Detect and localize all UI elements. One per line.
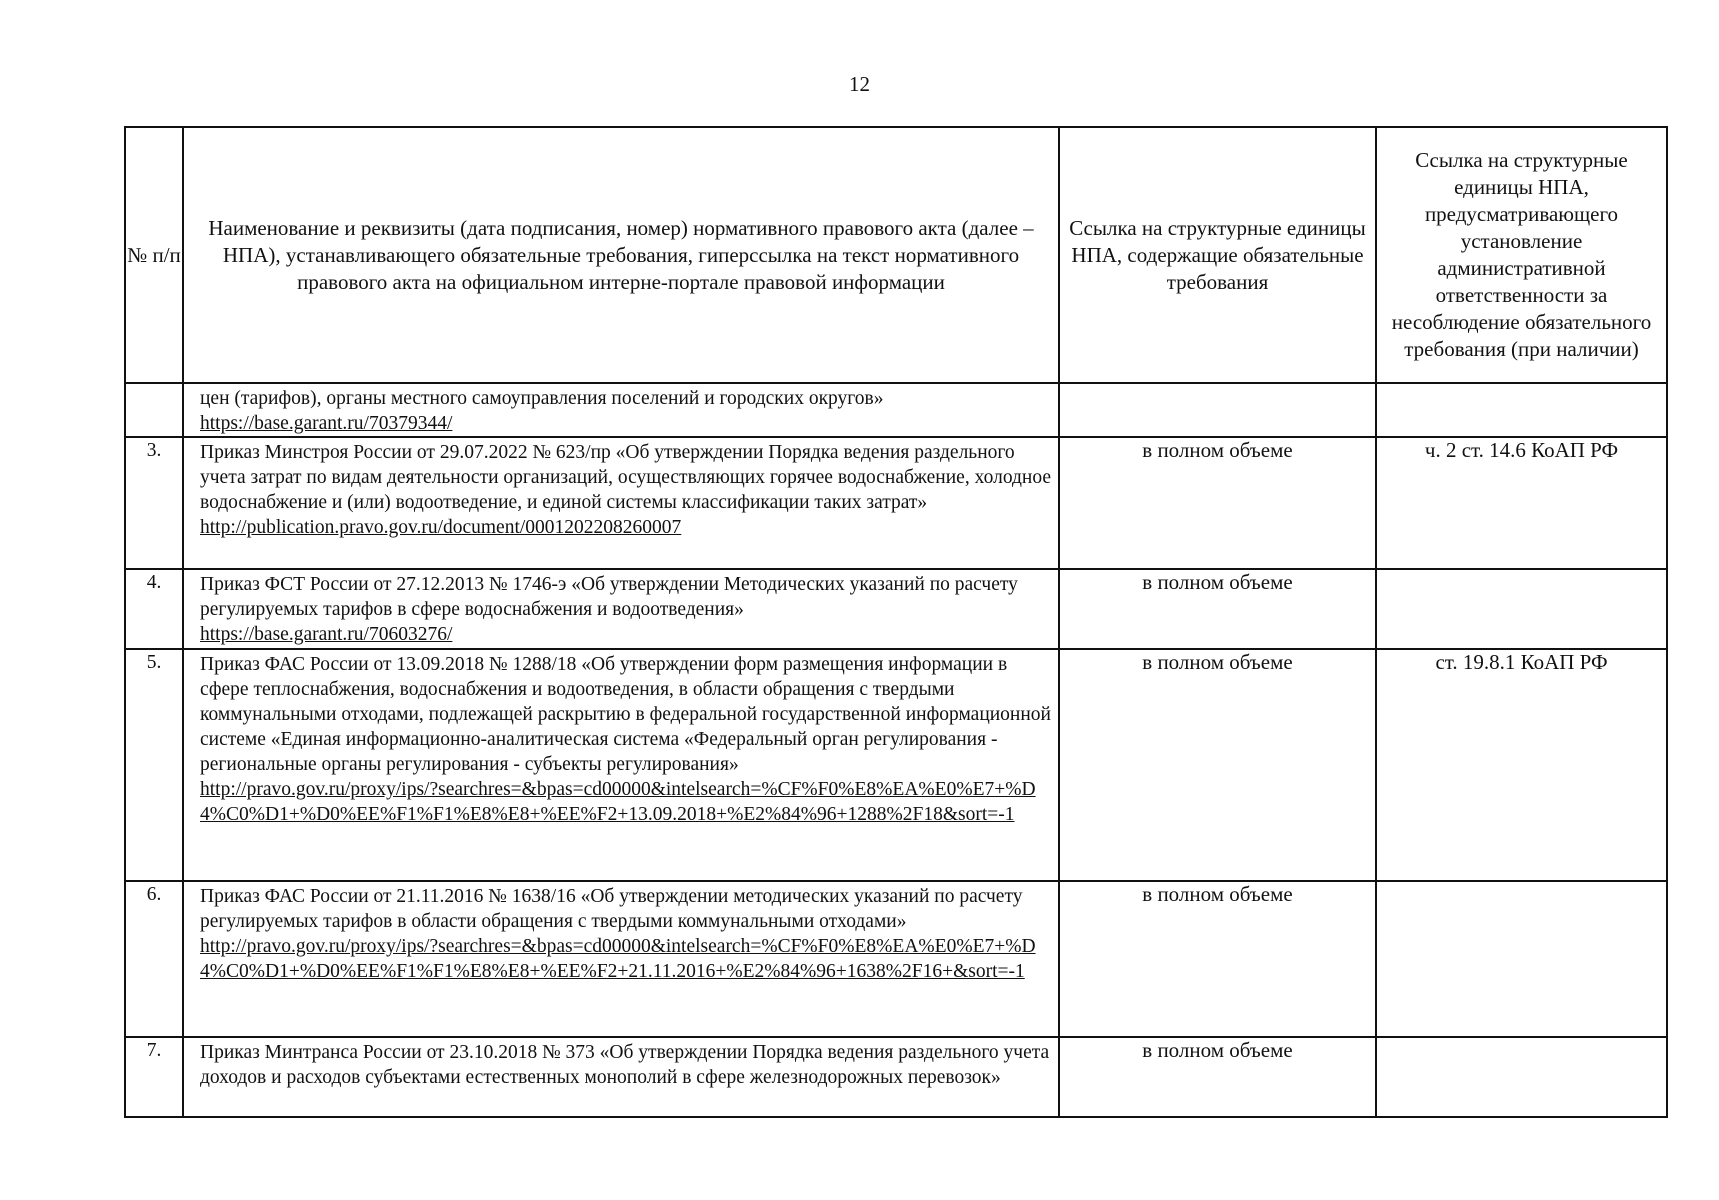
- npa-text: цен (тарифов), органы местного самоуправления поселений и городских округов»: [200, 388, 884, 409]
- table-row: [125, 383, 1667, 437]
- table-row: [125, 881, 1667, 1037]
- row-number: 5.: [125, 649, 183, 881]
- npa-link[interactable]: http://publication.pravo.gov.ru/document/0001202208260007: [200, 517, 682, 538]
- header-npa-name: Наименование и реквизиты (дата подписания, номер) нормативного правового акта (далее – НПА), устанавливающего обязательные требования, гиперссылка на текст нормативного правового акта на официальном интерне-портале правовой информации: [183, 127, 1059, 383]
- header-requirements-ref: Ссылка на структурные единицы НПА, содержащие обязательные требования: [1059, 127, 1376, 383]
- table-row: [125, 569, 1667, 649]
- row-responsibility: [1376, 881, 1667, 1037]
- row-requirements: в полном объеме: [1059, 569, 1376, 649]
- row-requirements: в полном объеме: [1059, 649, 1376, 881]
- row-requirements: в полном объеме: [1059, 881, 1376, 1037]
- row-responsibility: ч. 2 ст. 14.6 КоАП РФ: [1376, 437, 1667, 569]
- row-npa-name: [183, 383, 1059, 437]
- table-row: [125, 437, 1667, 569]
- npa-text: Приказ Минтранса России от 23.10.2018 № 373 «Об утверждении Порядка ведения раздельного учета доходов и расходов субъектами естественных монополий в сфере железнодорожных перевозок»: [200, 1042, 1050, 1088]
- row-npa-name: [183, 881, 1059, 1037]
- row-number: [125, 383, 183, 437]
- npa-text: Приказ ФАС России от 13.09.2018 № 1288/18 «Об утверждении форм размещения информации в сфере теплоснабжения, водоснабжения и водоотведения, в области обращения с твердыми коммунальными отходами, подлежащей раскрытию в федеральной государственной информационной системе «Единая информационно-аналитическая система «Федеральный орган регулирования - региональные органы регулирования - субъекты регулирования»: [200, 654, 1051, 775]
- table-header-row: [125, 127, 1667, 383]
- row-requirements: в полном объеме: [1059, 437, 1376, 569]
- row-npa-name: [183, 1037, 1059, 1117]
- row-responsibility: [1376, 569, 1667, 649]
- row-responsibility: [1376, 1037, 1667, 1117]
- npa-link[interactable]: https://base.garant.ru/70379344/: [200, 413, 453, 434]
- npa-text: Приказ Минстроя России от 29.07.2022 № 623/пр «Об утверждении Порядка ведения раздельного учета затрат по видам деятельности организаций, осуществляющих горячее водоснабжение, холодное водоснабжение и (или) водоотведение, и единой системы классификации таких затрат»: [200, 442, 1052, 513]
- row-number: 4.: [125, 569, 183, 649]
- row-npa-name: [183, 649, 1059, 881]
- npa-text: Приказ ФАС России от 21.11.2016 № 1638/16 «Об утверждении методических указаний по расчету регулируемых тарифов в области обращения с твердыми коммунальными отходами»: [200, 886, 1023, 932]
- npa-link[interactable]: https://base.garant.ru/70603276/: [200, 624, 453, 645]
- table-row: [125, 1037, 1667, 1117]
- header-number: № п/п: [125, 127, 183, 383]
- npa-text: Приказ ФСТ России от 27.12.2013 № 1746-э «Об утверждении Методических указаний по расчету регулируемых тарифов в сфере водоснабжения и водоотведения»: [200, 574, 1018, 620]
- npa-requirements-table: [124, 126, 1668, 1118]
- row-number: 6.: [125, 881, 183, 1037]
- table-row: [125, 649, 1667, 881]
- row-number: 7.: [125, 1037, 183, 1117]
- npa-link[interactable]: http://pravo.gov.ru/proxy/ips/?searchres=&bpas=cd00000&intelsearch=%CF%F0%E8%EA%E0%E7+%D4%C0%D1+%D0%EE%F1%F1%E8%E8+%EE%F2+21.11.2016+%E2%84%96+1638%2F16+&sort=-1: [200, 936, 1036, 982]
- header-responsibility-ref: Ссылка на структурные единицы НПА, предусматривающего установление административной ответственности за несоблюдение обязательного требования (при наличии): [1376, 127, 1667, 383]
- row-npa-name: [183, 569, 1059, 649]
- row-requirements: [1059, 383, 1376, 437]
- row-number: 3.: [125, 437, 183, 569]
- page-number: 12: [849, 72, 870, 96]
- row-npa-name: [183, 437, 1059, 569]
- row-responsibility: [1376, 383, 1667, 437]
- row-requirements: в полном объеме: [1059, 1037, 1376, 1117]
- row-responsibility: ст. 19.8.1 КоАП РФ: [1376, 649, 1667, 881]
- npa-link[interactable]: http://pravo.gov.ru/proxy/ips/?searchres=&bpas=cd00000&intelsearch=%CF%F0%E8%EA%E0%E7+%D4%C0%D1+%D0%EE%F1%F1%E8%E8+%EE%F2+13.09.2018+%E2%84%96+1288%2F18&sort=-1: [200, 779, 1036, 825]
